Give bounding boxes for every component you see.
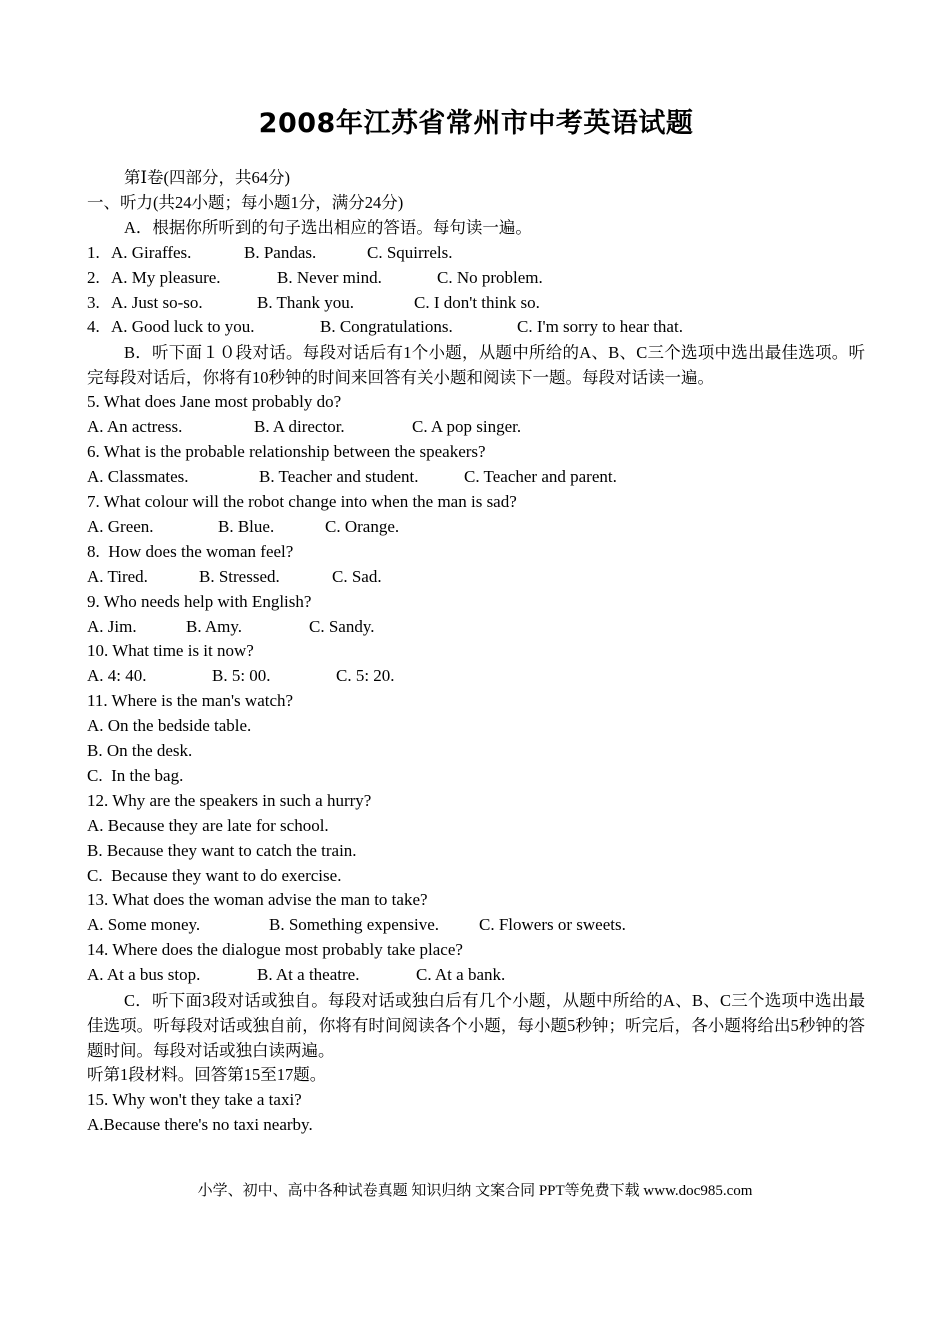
question-15: 15. Why won't they take a taxi? <box>87 1090 302 1109</box>
question-10-options: A. 4: 40. B. 5: 00. C. 5: 20. <box>87 666 395 686</box>
question-6: 6. What is the probable relationship between the speakers? <box>87 442 486 462</box>
question-5: 5. What does Jane most probably do? <box>87 392 342 412</box>
question-3: 3. A. Just so-so. B. Thank you. C. I don't think so. <box>87 291 865 316</box>
question-11-option-b: B. On the desk. <box>87 741 193 761</box>
question-12-option-c: C. Because they want to do exercise. <box>87 865 342 885</box>
option-a: A. Giraffes. <box>111 242 192 262</box>
question-2: 2. A. My pleasure. B. Never mind. C. No problem. <box>87 266 865 291</box>
question-1: 1. A. Giraffes. B. Pandas. C. Squirrels. <box>87 241 865 266</box>
question-11-option-a: A. On the bedside table. <box>87 716 252 736</box>
option-b: B. Congratulations. <box>320 317 453 337</box>
question-4: 4. A. Good luck to you. B. Congratulations. C. I'm sorry to hear that. <box>87 315 865 340</box>
section-heading: 一、听力(共24小题；每小题1分，满分24分) <box>87 192 404 212</box>
material-1-heading: 听第1段材料。回答第15至17题。 <box>87 1065 327 1085</box>
option-b: B. Pandas. <box>244 242 317 262</box>
option-b: B. Thank you. <box>257 292 354 312</box>
question-9: 9. Who needs help with English? <box>87 591 312 611</box>
question-7-options: A. Green. B. Blue. C. Orange. <box>87 516 400 536</box>
question-7: 7. What colour will the robot change into when the man is sad? <box>87 491 517 511</box>
question-5-options: A. An actress. B. A director. C. A pop singer. <box>87 417 522 437</box>
option-c: C. I'm sorry to hear that. <box>517 317 683 337</box>
section-b-intro: B．听下面１０段对话。每段对话后有1个小题，从题中所给的A、B、C三个选项中选出最佳选项。听完每段对话后，你将有10秒钟的时间来回答有关小题和阅读下一题。每段对话读一遍。 <box>87 343 865 388</box>
option-c: C. No problem. <box>437 267 543 287</box>
option-a: A. My pleasure. <box>111 267 221 287</box>
question-12-option-a: A. Because they are late for school. <box>87 815 329 835</box>
page-footer: 小学、初中、高中各种试卷真题 知识归纳 文案合同 PPT等免费下载 www.doc985.com <box>197 1183 753 1199</box>
question-10: 10. What time is it now? <box>87 641 254 661</box>
question-13: 13. What does the woman advise the man to take? <box>87 890 428 910</box>
document-body <box>87 166 865 1138</box>
question-8: 8. How does the woman feel? <box>87 541 294 561</box>
question-14: 14. Where does the dialogue most probably take place? <box>87 940 463 960</box>
part-heading: 第Ⅰ卷(四部分，共64分) <box>124 168 291 187</box>
option-a: A. Good luck to you. <box>111 317 255 337</box>
option-b: B. Never mind. <box>277 267 382 287</box>
question-15-option-a: A.Because there's no taxi nearby. <box>87 1114 313 1134</box>
question-6-options: A. Classmates. B. Teacher and student. C. Teacher and parent. <box>87 467 617 487</box>
question-13-options: A. Some money. B. Something expensive. C. Flowers or sweets. <box>87 915 626 935</box>
question-12: 12. Why are the speakers in such a hurry? <box>87 790 372 810</box>
question-14-options: A. At a bus stop. B. At a theatre. C. At a bank. <box>87 965 506 985</box>
section-a-intro: A．根据你所听到的句子选出相应的答语。每句读一遍。 <box>124 217 532 237</box>
question-9-options: A. Jim. B. Amy. C. Sandy. <box>87 616 375 636</box>
question-12-option-b: B. Because they want to catch the train. <box>87 840 357 860</box>
section-c-intro: C．听下面3段对话或独自。每段对话或独白后有几个小题，从题中所给的A、B、C三个选项中选出最佳选项。听每段对话或独自前，你将有时间阅读各个小题，每小题5秒钟；听完后，各小题将给出5秒钟的答题时间。每段对话或独白读两遍。 <box>87 991 865 1061</box>
option-c: C. Squirrels. <box>367 242 453 262</box>
option-c: C. I don't think so. <box>414 292 540 312</box>
page-title: 2008年江苏省常州市中考英语试题 <box>258 108 694 139</box>
option-a: A. Just so-so. <box>111 292 203 312</box>
question-11-option-c: C. In the bag. <box>87 765 184 785</box>
question-11: 11. Where is the man's watch? <box>87 691 294 711</box>
question-8-options: A. Tired. B. Stressed. C. Sad. <box>87 566 382 586</box>
